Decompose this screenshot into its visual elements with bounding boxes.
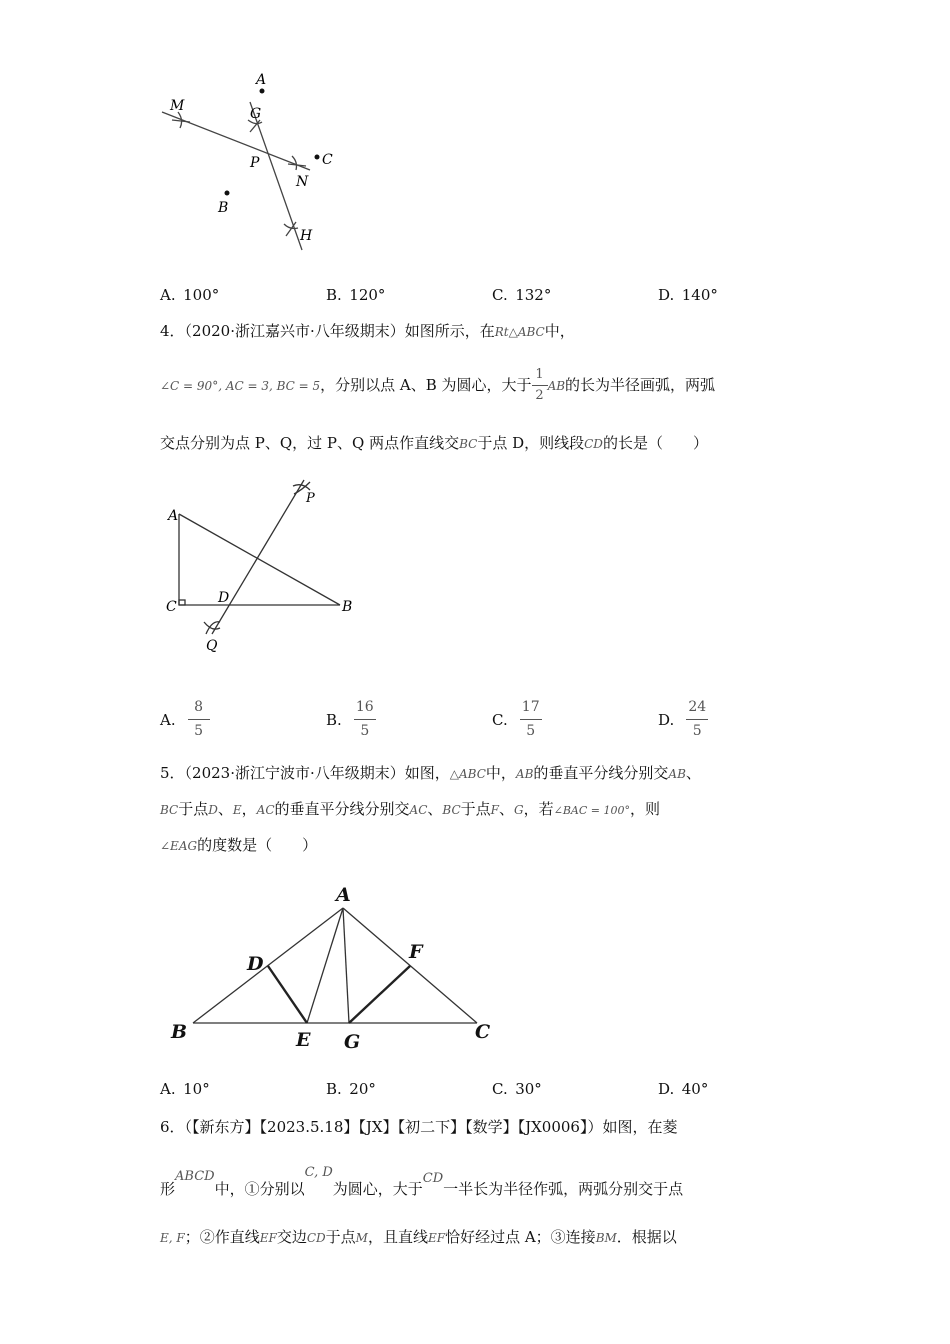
label-Q: Q [206, 638, 218, 654]
figure-triangle-bisectors [165, 878, 505, 1058]
label-D: D [247, 953, 264, 975]
figure-perpendicular-bisectors [150, 60, 350, 260]
q5-line-3: ∠EAG的度数是（ ） [160, 836, 318, 854]
option-a[interactable]: A. 100° [160, 286, 220, 304]
label-M: M [170, 98, 185, 114]
q6-line-1: 6．（【新东方】【2023.5.18】【JX】【初二下】【数学】【JX0006】）如图，在菱 [160, 1118, 678, 1136]
q6-line-2: 形ABCD中，①分别以C, D为圆心，大于CD一半长为半径作弧，两弧分别交于点 [160, 1165, 684, 1198]
label-D: D [218, 590, 230, 606]
figure-right-triangle [160, 472, 360, 662]
label-A: A [256, 72, 267, 88]
option-d[interactable]: D. $\frac{24}{5}$ [658, 700, 708, 740]
option-d[interactable]: D. 40° [658, 1080, 709, 1098]
q4-line-3: 交点分别为点 P、Q，过 P、Q 两点作直线交BC于点 D，则线段CD的长是（ ） [160, 434, 708, 452]
option-d[interactable]: D. 140° [658, 286, 718, 304]
label-B: B [342, 599, 353, 615]
label-C: C [475, 1021, 491, 1043]
label-E: E [296, 1029, 311, 1051]
option-c[interactable]: C. $\frac{17}{5}$ [492, 700, 542, 740]
label-A: A [336, 884, 351, 906]
option-b[interactable]: B. $\frac{16}{5}$ [326, 700, 376, 740]
label-F: F [409, 941, 423, 963]
option-c[interactable]: C. 132° [492, 286, 552, 304]
label-P: P [250, 155, 260, 171]
option-b[interactable]: B. 20° [326, 1080, 376, 1098]
label-P: P [306, 491, 315, 506]
label-H: H [300, 228, 313, 244]
label-N: N [296, 174, 309, 190]
label-A: A [168, 508, 179, 524]
option-a[interactable]: A. $\frac{8}{5}$ [160, 700, 210, 740]
q4-line-2: ∠C = 90°, AC = 3, BC = 5，分别以点 A、B 为圆心，大于 $\frac{1}{2}$ AB的长为半径画弧，两弧 [160, 367, 716, 404]
label-C: C [166, 599, 177, 615]
label-C: C [322, 152, 333, 168]
q6-line-3: E, F；②作直线EF交边CD于点M，且直线EF恰好经过点 A；③连接BM．根据以 [160, 1228, 677, 1246]
q4-line-1: 4．（2020·浙江嘉兴市·八年级期末）如图所示，在Rt△ABC中， [160, 322, 575, 340]
q5-line-2: BC于点D、E，AC的垂直平分线分别交AC、BC于点F、G，若∠BAC = 100°，则 [160, 800, 661, 818]
option-b[interactable]: B. 120° [326, 286, 386, 304]
label-G: G [250, 106, 262, 122]
label-B: B [218, 200, 229, 216]
q5-line-1: 5．（2023·浙江宁波市·八年级期末）如图，△ABC中，AB的垂直平分线分别交AB、 [160, 764, 701, 782]
fraction-one-half: $\frac{1}{2}$ [532, 368, 548, 404]
option-c[interactable]: C. 30° [492, 1080, 542, 1098]
label-G: G [344, 1031, 361, 1053]
option-a[interactable]: A. 10° [160, 1080, 210, 1098]
label-B: B [171, 1021, 188, 1043]
